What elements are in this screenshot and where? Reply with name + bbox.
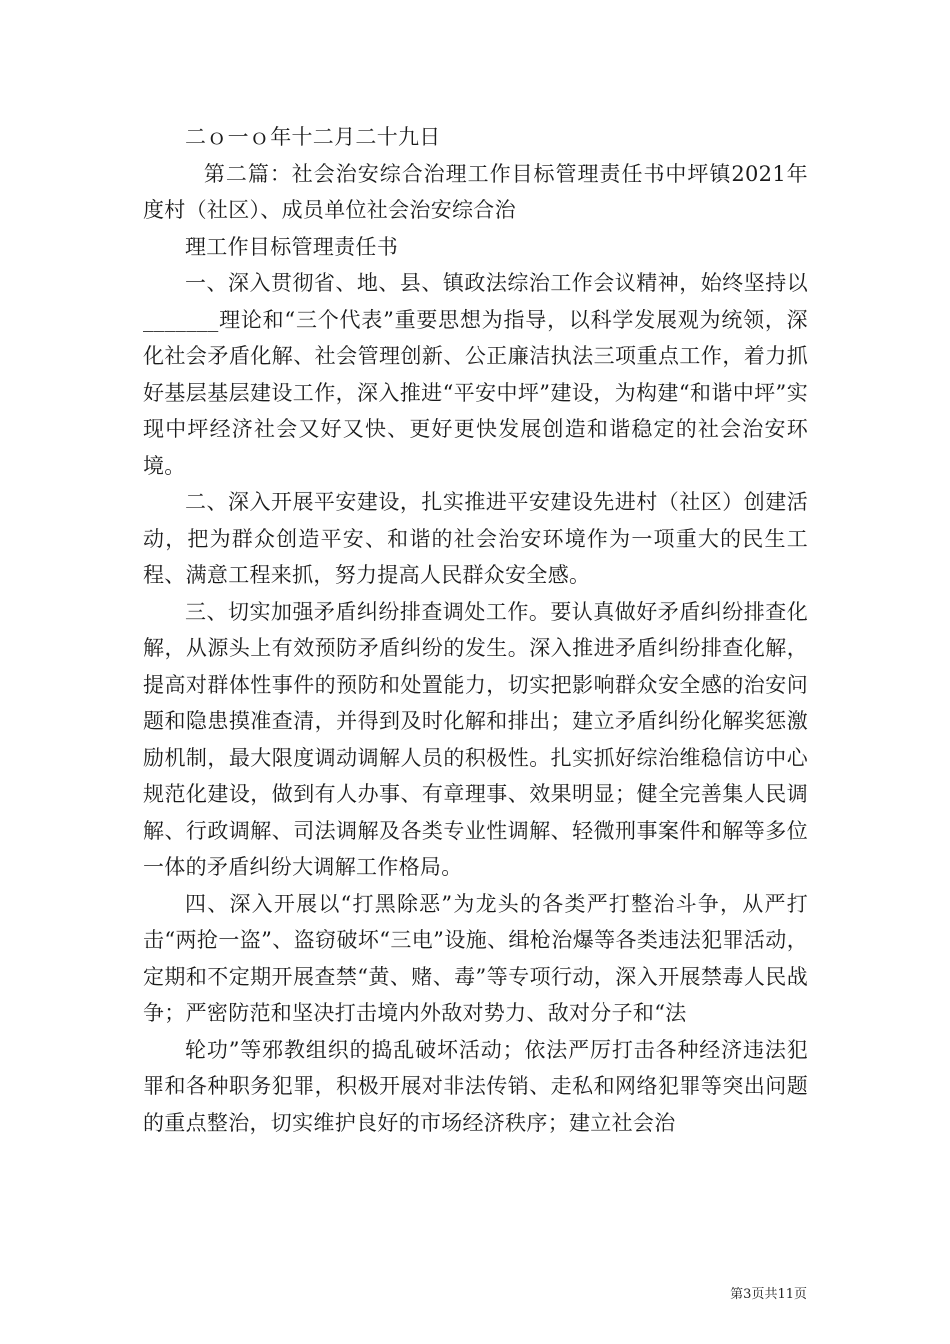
paragraph-4: 四、深入开展以“打黑除恶”为龙头的各类严打整治斗争，从严打击“两抢一盗”、盗窃破坏“三电”设施、缉枪治爆等各类违法犯罪活动，定期和不定期开展查禁“黄、赌、毒”等专项行动，深入开展禁毒人民战争；严密防范和坚决打击境内外敌对势力、敌对分子和“法: [143, 891, 808, 1025]
document-body: [143, 119, 808, 1141]
section-heading: 第二篇：社会治安综合治理工作目标管理责任书中坪镇2021年度村（社区）、成员单位社会治安综合治: [143, 161, 808, 222]
section-heading-continuation: 理工作目标管理责任书: [185, 234, 398, 259]
paragraph-4-continuation: 轮功”等邪教组织的捣乱破坏活动；依法严厉打击各种经济违法犯罪和各种职务犯罪，积极开展对非法传销、走私和网络犯罪等突出问题的重点整治，切实维护良好的市场经济秩序；建立社会治: [143, 1037, 808, 1135]
page-number-footer: 第3页共11页: [730, 1287, 807, 1302]
paragraph-2: 二、深入开展平安建设，扎实推进平安建设先进村（社区）创建活动，把为群众创造平安、和谐的社会治安环境作为一项重大的民生工程、满意工程来抓，努力提高人民群众安全感。: [143, 490, 808, 587]
date-line: 二ｏ一ｏ年十二月二十九日: [185, 125, 441, 149]
paragraph-3: 三、切实加强矛盾纠纷排查调处工作。要认真做好矛盾纠纷排查化解，从源头上有效预防矛盾纠纷的发生。深入推进矛盾纠纷排查化解，提高对群体性事件的预防和处置能力，切实把影响群众安全感的治安问题和隐患摸准查清，并得到及时化解和排出；建立矛盾纠纷化解奖惩激励机制，最大限度调动调解人员的积极性。扎实抓好综治维稳信访中心规范化建设，做到有人办事、有章理事、效果明显；健全完善集人民调解、行政调解、司法调解及各类专业性调解、轻微刑事案件和解等多位一体的矛盾纠纷大调解工作格局。: [143, 599, 808, 879]
paragraph-1: 一、深入贯彻省、地、县、镇政法综治工作会议精神，始终坚持以_______理论和“三个代表”重要思想为指导，以科学发展观为统领，深化社会矛盾化解、社会管理创新、公正廉洁执法三项重点工作，着力抓好基层基层建设工作，深入推进“平安中坪”建设，为构建“和谐中坪”实现中坪经济社会又好又快、更好更快发展创造和谐稳定的社会治安环境。: [143, 271, 808, 478]
